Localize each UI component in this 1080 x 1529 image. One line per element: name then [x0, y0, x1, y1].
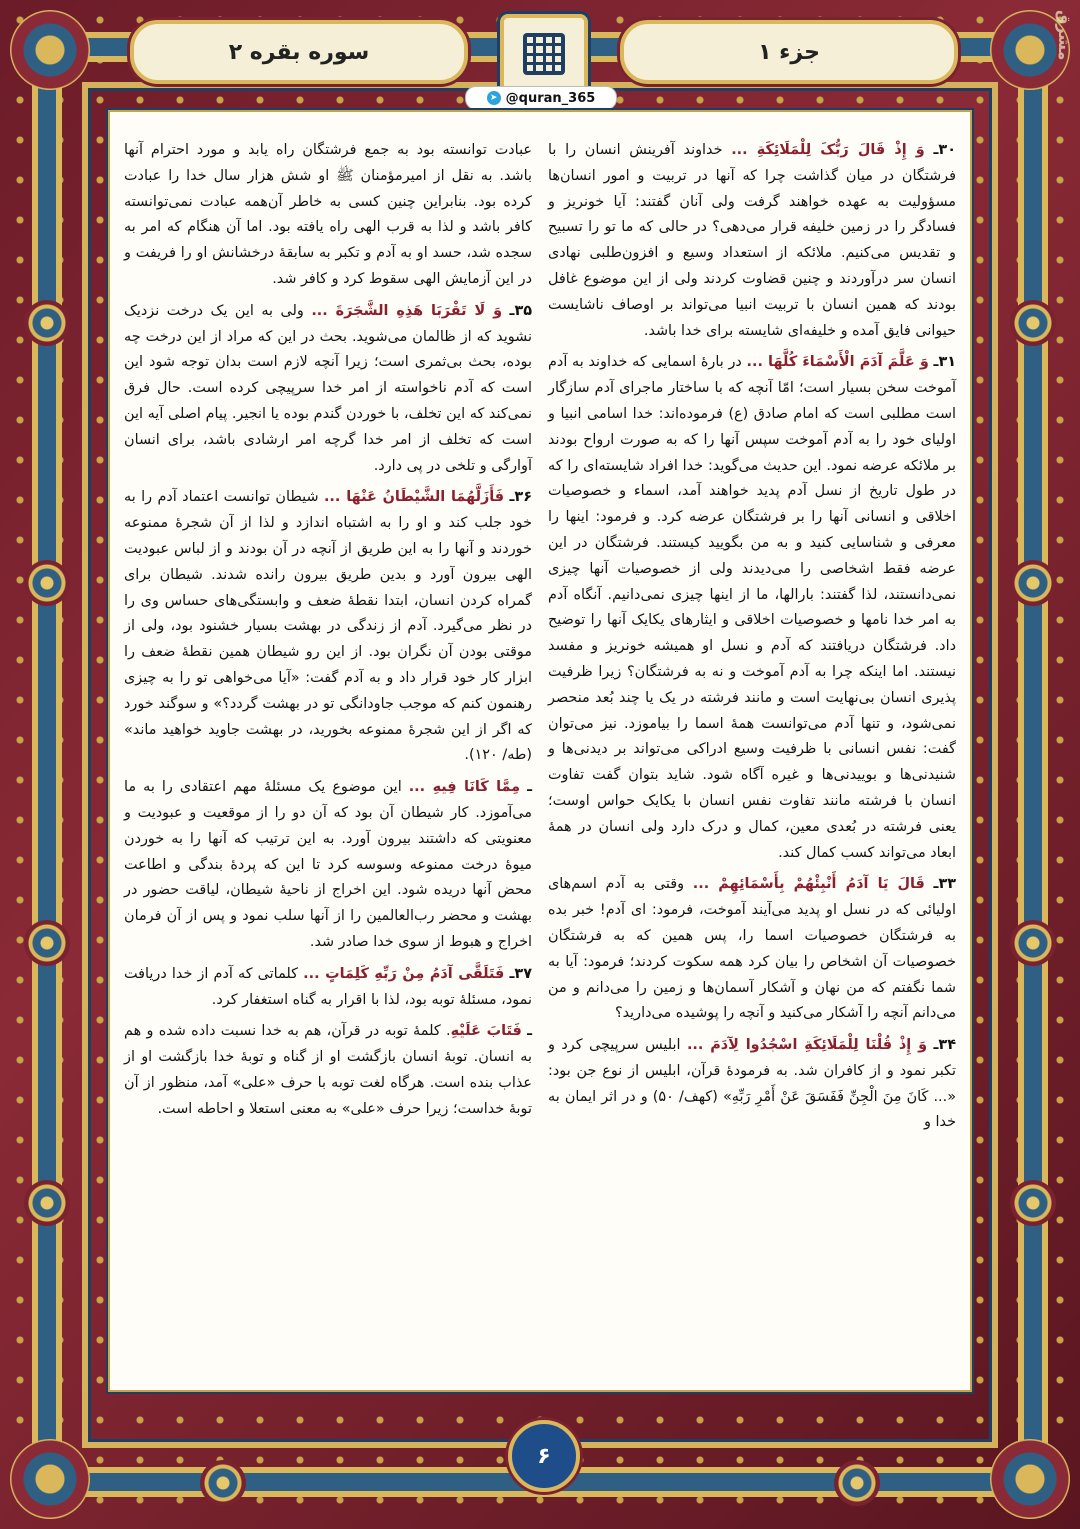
verse-number: ۳۶ـ — [509, 489, 532, 506]
verse-number: ۳۳ـ — [933, 876, 957, 893]
commentary-text: در بارهٔ اسمایی که خداوند به آدم آموخت سخن بسیار است؛ امّا آنچه که با ساختار ماجرای آدم سازگار است مطلبی است که امام صادق (ع) فرموده‌اند: خدا اسامی انبیا و اولیای خود را به آدم آموخت سپس آنها را که به صورت ارواح بودند بر ملائکه عرضه نمود. این حدیث می‌گوید: خدا افراد شایسته‌ای را که در طول تاریخ از نسل آدم پدید خواهند آمد، اسماء و خصوصیات اخلاقی و انسانی آنها را بر فرشتگان عرضه کرد. و فرمود: اینها را معرفی و شناسایی کنید و به من بگویید کیستند. فرشتگان در این عرضه فقط اشخاصی را می‌دیدند ولی از خصوصیات آنها چیزی نمی‌دانستند، لذا گفتند: بارالها، ما از اینها چیزی نمی‌دانیم. آنگاه آدم به امر خدا نامها و خصوصیات اخلاقی و ایثارهای یکایک آنها را توضیح داد. فرشتگان دریافتند که آدم و نسل او همیشه خونریز و مفسد نیستند. اما اینکه چرا به آدم آموخت و نه به فرشتگان؟ زیرا ظرفیت پذیری انسان بی‌نهایت است و مانند فرشته در یک یا چند بُعد منحصر نمی‌شود، و تنها آدم می‌توانست همهٔ اسما را بیاموزد. نیز می‌توان گفت: نفس انسانی با ظرفیت وسیع ادراکی می‌تواند بر دیدنی‌ها و شنیدنی‌ها و بوییدنی‌ها و غیره آگاه شود. شاید بتوان گفت تفاوت انسان با فرشته مانند تفاوت نفس انسان با یکایک حواس اوست؛ یعنی فرشته در بُعدی معین، کمال و درک دارد ولی انسان در همهٔ ابعاد می‌تواند کسب کمال کند. — [548, 354, 956, 861]
quran-verse-quote: فَأَزَلَّهُمَا الشَّیْطَانُ عَنْهَا ... — [323, 489, 505, 506]
commentary-paragraph — [124, 299, 532, 480]
verse-number: ۳۴ـ — [933, 1037, 956, 1054]
side-ornament-icon — [1010, 300, 1056, 346]
commentary-paragraph — [548, 1033, 956, 1136]
side-ornament-icon — [24, 1180, 70, 1226]
side-ornament-icon — [1010, 560, 1056, 606]
verse-number: ۳۱ـ — [933, 354, 957, 371]
commentary-text: وقتی به آدم اسم‌های اولیائی که در نسل او پدید می‌آیند آموخت، فرمود: ای آدم! خبر بده به فرشتگان خصوصیات اسما را، پس همین که به فرشتگان خصوصیات آن اشخاص را بیان کرد همه سکوت کردند؛ فرمود: آیا به شما نگفتم که من نهان و آشکار آسمان‌ها و زمین را می‌دانم و من می‌دانم آنچه را آشکار می‌کنید و آنچه را پوشیده می‌دارید؟ — [548, 876, 956, 1022]
juz-label: جزء ۱ — [620, 20, 958, 84]
telegram-icon: ➤ — [487, 91, 501, 105]
channel-handle: @quran_365 — [505, 90, 596, 106]
page-number: ۶ — [508, 1420, 580, 1492]
verse-number: ـ — [527, 1023, 532, 1040]
commentary-paragraph — [124, 962, 532, 1014]
commentary-text: . کلمهٔ توبه در قرآن، هم به خدا نسبت داده شده و هم به انسان. توبهٔ انسان بازگشت او از گناه و توبهٔ خدا بازگشت او از عذاب بنده است. هرگاه لغت توبه با حرف «علی» آمد، منظور از آن توبهٔ خداست؛ زیرا حرف «علی» به معنی استعلا و احاطه است. — [124, 1023, 532, 1117]
quran-verse-quote: فَتَلَقَّى آدَمُ مِنْ رَبِّهِ کَلِمَاتٍ ... — [303, 965, 505, 982]
commentary-text: ابلیس سرپیچی کرد و تکبر نمود و از کافران شد. به فرمودهٔ قرآن، ابلیس از نوع جن بود: «... کَانَ مِنَ الْجِنِّ فَفَسَقَ عَنْ أَمْرِ رَبِّهِ» (کهف/ ۵۰) و در اثر ایمان به خدا و — [548, 1037, 957, 1131]
commentary-paragraph — [548, 350, 956, 866]
quran-verse-quote: وَ إِذْ قَالَ رَبُّکَ لِلْمَلَائِکَةِ ... — [731, 142, 925, 158]
verse-number: ۳۵ـ — [509, 302, 533, 319]
commentary-text: کلماتی که آدم از خدا دریافت نمود، مسئلهٔ توبه بود، لذا با اقرار به گناه استغفار کرد. — [124, 965, 532, 1008]
quran-verse-quote: وَ لَا تَقْرَبَا هَذِهِ الشَّجَرَةَ ... — [311, 302, 503, 319]
left-column — [124, 138, 532, 1380]
corner-rosette-icon — [990, 1439, 1070, 1519]
verse-number: ـ — [527, 779, 533, 796]
bottom-ornament-icon — [834, 1460, 880, 1506]
commentary-paragraph — [124, 138, 532, 293]
corner-rosette-icon — [10, 1439, 90, 1519]
quran-verse-quote: فَتَابَ عَلَیْهِ — [450, 1023, 522, 1040]
commentary-paragraph — [124, 485, 532, 769]
telegram-channel-tag[interactable] — [465, 86, 617, 110]
side-ornament-icon — [24, 560, 70, 606]
quran-verse-quote: وَ عَلَّمَ آدَمَ الْأَسْمَاءَ کُلَّهَا ... — [746, 354, 929, 371]
side-ornament-icon — [24, 300, 70, 346]
commentary-text: خداوند آفرینش انسان را با فرشتگان در میان گذاشت چرا که آنها در تربیت و امور انسان‌ها مسؤولیت به عهده خواهند گرفت ولی آنان گفتند: آیا خونریز و فسادگر را در زمین خلیفه قرار می‌دهی؟ در حالی که ما تو را تسبیح و تقدیس می‌کنیم. ملائکه از استعداد وسیع و افزون‌طلبی نهادی انسان سر درآوردند و چنین قضاوت کردند ولی از این موضوع غافل بودند که همین انسان با تربیت انبیا می‌تواند بر اوصاف ناشایست حیوانی فایق آمده و خلیفه‌ای شایسته برای خدا باشد. — [548, 142, 956, 339]
commentary-paragraph — [548, 872, 956, 1027]
side-ornament-icon — [24, 920, 70, 966]
commentary-paragraph — [548, 138, 956, 344]
bottom-ornament-icon — [200, 1460, 246, 1506]
text-panel — [108, 110, 972, 1392]
side-ornament-icon — [1010, 920, 1056, 966]
commentary-text: شیطان توانست اعتماد آدم را به خود جلب کند و او را به اشتباه اندازد و لذا از آن شجرهٔ ممنوعه خوردند و آنها را به این طریق از آنچه در آن بودند و از لباس عبودیت الهی بیرون آورد و بدین طریق بیرون رانده شدند. شیطان برای گمراه کردن انسان، ابتدا نقطهٔ ضعف و وابستگی‌های حساس وی را در نظر می‌گیرد. آدم از زندگی در بهشت بسیار خشنود بود، ولی از موقتی بودن آن نگران بود. از این رو شیطان همین نقطهٔ ضعف را ابزار کار خود قرار داد و به آدم گفت: «آیا می‌خواهی تو را به چیزی رهنمون کنم که موجب جاودانگی تو در بهشت گردد؟» و سوگند خورد که اگر از این شجرهٔ ممنوعه بخورید، در بهشت جاوید خواهید ماند» (طه/ ۱۲۰). — [124, 489, 532, 764]
right-column — [548, 138, 956, 1380]
commentary-text: ولی به این یک درخت نزدیک نشوید که از ظالمان می‌شوید. بحث در این که مراد از این درخت چه بوده، بحث بی‌ثمری است؛ زیرا آنچه لازم است بدان توجه شود این است که آدم ناخواسته از امر خدا سرپیچی کرده است. حال فرق نمی‌کند که این تخلف، با خوردن گندم بوده یا انجیر. پیام اصلی آیه این است که تخلف از امر خدا گرچه امر ارشادی باشد، برای انسان آوارگی و تلخی در پی دارد. — [124, 302, 532, 474]
commentary-paragraph — [124, 775, 532, 956]
kufic-seal-icon — [523, 33, 565, 75]
quran-verse-quote: وَ إِذْ قُلْنَا لِلْمَلَائِکَةِ اسْجُدُوا لِآدَمَ ... — [686, 1037, 928, 1054]
commentary-text: این موضوع یک مسئلهٔ مهم اعتقادی را به ما می‌آموزد. کار شیطان آن بود که آن دو را از موقعیت و عبودیت و معنویتی که داشتند بیرون آورد. به این ترتیب که آنها را به خوردن میوهٔ درخت ممنوعه وسوسه کرد تا این که پردهٔ بندگی و اطاعت محض آنها دریده شود. این اخراج از ناحیهٔ شیطان، لیاقت حضور در بهشت و محضر رب‌العالمین را از آنها سلب نمود و پس از آن فرمان اخراج و هبوط از سوی خدا صادر شد. — [124, 779, 532, 950]
verse-number: ۳۰ـ — [933, 142, 956, 158]
commentary-text: عبادت توانسته بود به جمع فرشتگان راه یابد و مورد احترام آنها باشد. به نقل از امیرمؤمنان ﷺ او شش هزار سال خدا را عبادت کرده بود. بنابراین چنین کسی به خاطر آن‌همه عبادت نمی‌توانسته کافر باشد و لذا به قرب الهی راه یافته بود. اما آن هنگام که امر به سجده شد، حسد او به آدم و تکبر به سابقهٔ درخشانش او را فریفت و در این آزمایش الهی سقوط کرد و کافر شد. — [124, 142, 532, 287]
side-ornament-icon — [1010, 1180, 1056, 1226]
quran-verse-quote: مِمَّا کَانَا فِیهِ ... — [408, 779, 521, 796]
surah-label: سوره بقره ۲ — [130, 20, 468, 84]
commentary-paragraph — [124, 1019, 532, 1122]
quran-verse-quote: قَالَ یَا آدَمُ أَنْبِئْهُمْ بِأَسْمَائِهِمْ ... — [692, 876, 925, 893]
corner-rosette-icon — [10, 10, 90, 90]
watermark-logo: مشرق — [1055, 10, 1074, 61]
verse-number: ۳۷ـ — [509, 965, 532, 982]
header-medallion-logo — [500, 14, 588, 94]
